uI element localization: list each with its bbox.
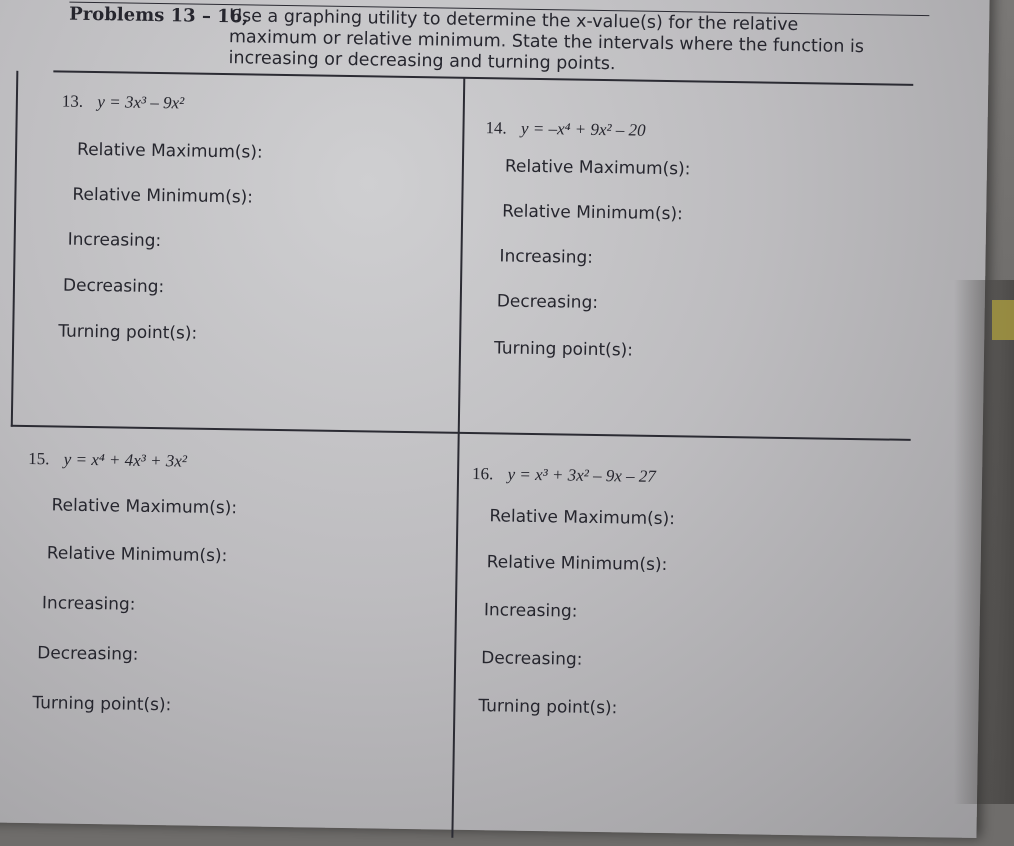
turning-points-label: Turning point(s): (478, 696, 618, 719)
page-edge-shadow (954, 280, 1014, 804)
problem-equation: y = –x⁴ + 9x² – 20 (520, 118, 646, 140)
relative-minimum-label: Relative Minimum(s): (502, 201, 683, 225)
turning-points-label: Turning point(s): (493, 338, 634, 361)
relative-maximum-label: Relative Maximum(s): (504, 156, 691, 180)
decreasing-label: Decreasing: (37, 643, 139, 665)
decreasing-label: Decreasing: (62, 275, 165, 298)
problem-13-title (62, 92, 452, 118)
problem-number: 14. (485, 118, 507, 138)
increasing-label: Increasing: (499, 246, 594, 268)
problem-14 (481, 118, 886, 424)
problem-15-title (28, 449, 438, 475)
relative-maximum-label: Relative Maximum(s): (489, 506, 676, 530)
problems-label: Problems 13 – 16, (69, 3, 249, 28)
problem-14-title (485, 118, 885, 144)
problem-equation: y = 3x³ – 9x² (97, 92, 185, 113)
problem-16 (468, 464, 893, 771)
problem-number: 16. (471, 464, 494, 484)
increasing-label: Increasing: (67, 229, 162, 252)
turning-points-label: Turning point(s): (32, 693, 172, 716)
worksheet-header (69, 3, 929, 75)
problem-equation: y = x⁴ + 4x³ + 3x² (63, 449, 188, 471)
decreasing-label: Decreasing: (496, 291, 599, 313)
problem-16-title (472, 464, 892, 491)
relative-minimum-label: Relative Minimum(s): (486, 552, 668, 576)
instructions-text: Use a graphing utility to determine the x-value(s) for the relative maximum or relative minimum. State the intervals where the function is increasing or decreasing and turning points. (228, 6, 865, 75)
turning-points-label: Turning point(s): (58, 321, 198, 344)
left-border (11, 71, 19, 427)
problem-15 (24, 449, 439, 755)
relative-maximum-label: Relative Maximum(s): (76, 139, 263, 163)
relative-minimum-label: Relative Minimum(s): (72, 184, 254, 208)
decreasing-label: Decreasing: (481, 648, 583, 670)
relative-minimum-label: Relative Minimum(s): (46, 543, 228, 567)
middle-rule (11, 425, 911, 441)
column-divider (451, 78, 465, 838)
relative-maximum-label: Relative Maximum(s): (51, 495, 238, 519)
problem-equation: y = x³ + 3x² – 9x – 27 (507, 464, 657, 486)
problem-number: 13. (61, 91, 84, 111)
problem-number: 15. (28, 449, 50, 469)
problem-13 (57, 92, 452, 418)
increasing-label: Increasing: (41, 593, 136, 615)
increasing-label: Increasing: (483, 600, 578, 622)
background-object (992, 300, 1014, 340)
